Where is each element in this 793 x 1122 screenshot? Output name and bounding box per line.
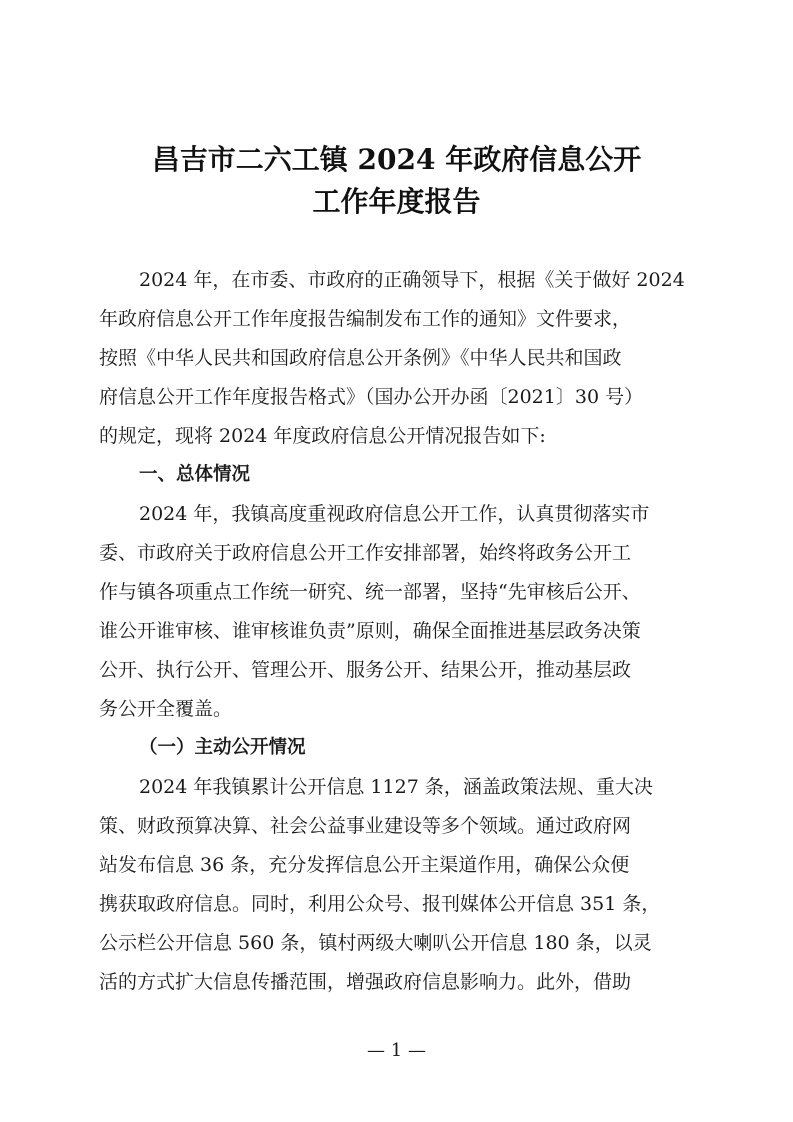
intro-line: 府信息公开工作年度报告格式》（国办公开办函〔2021〕30 号） [99, 386, 644, 408]
intro-line: 2024 年，在市委、市政府的正确领导下，根据《关于做好 2024 [139, 269, 685, 291]
document-title-line-2: 工作年度报告 [312, 185, 481, 218]
section1-line: 务公开全覆盖。 [99, 698, 233, 720]
page-number: — 1 — [367, 1040, 426, 1061]
intro-line: 按照《中华人民共和国政府信息公开条例》《中华人民共和国政 [99, 347, 622, 369]
section1-line: 公开、执行公开、管理公开、服务公开、结果公开，推动基层政 [99, 659, 632, 681]
section1-line: 2024 年，我镇高度重视政府信息公开工作，认真贯彻落实市 [139, 503, 650, 525]
section1-line: 委、市政府关于政府信息公开工作安排部署，始终将政务公开工 [99, 542, 632, 564]
subsection-heading-proactive-disclosure: （一）主动公开情况 [139, 737, 306, 758]
intro-line: 的规定，现将 2024 年度政府信息公开情况报告如下: [99, 425, 546, 447]
subsection1-line: 携获取政府信息。同时，利用公众号、报刊媒体公开信息 351 条， [99, 893, 661, 915]
section1-line: 作与镇各项重点工作统一研究、统一部署，坚持“先审核后公开、 [99, 581, 641, 603]
subsection1-line: 公示栏公开信息 560 条，镇村两级大喇叭公开信息 180 条，以灵 [99, 932, 652, 954]
intro-line: 年政府信息公开工作年度报告编制发布工作的通知》文件要求， [99, 308, 632, 330]
section1-line: 谁公开谁审核、谁审核谁负责”原则，确保全面推进基层政务决策 [99, 620, 641, 642]
document-title-line-1: 昌吉市二六工镇 2024 年政府信息公开 [151, 143, 642, 176]
section-heading-overview: 一、总体情况 [139, 464, 251, 485]
subsection1-line: 站发布信息 36 条，充分发挥信息公开主渠道作用，确保公众便 [99, 854, 630, 876]
subsection1-line: 活的方式扩大信息传播范围，增强政府信息影响力。此外，借助 [99, 971, 632, 993]
subsection1-line: 策、财政预算决算、社会公益事业建设等多个领域。通过政府网 [99, 815, 632, 837]
subsection1-line: 2024 年我镇累计公开信息 1127 条，涵盖政策法规、重大决 [139, 776, 653, 798]
